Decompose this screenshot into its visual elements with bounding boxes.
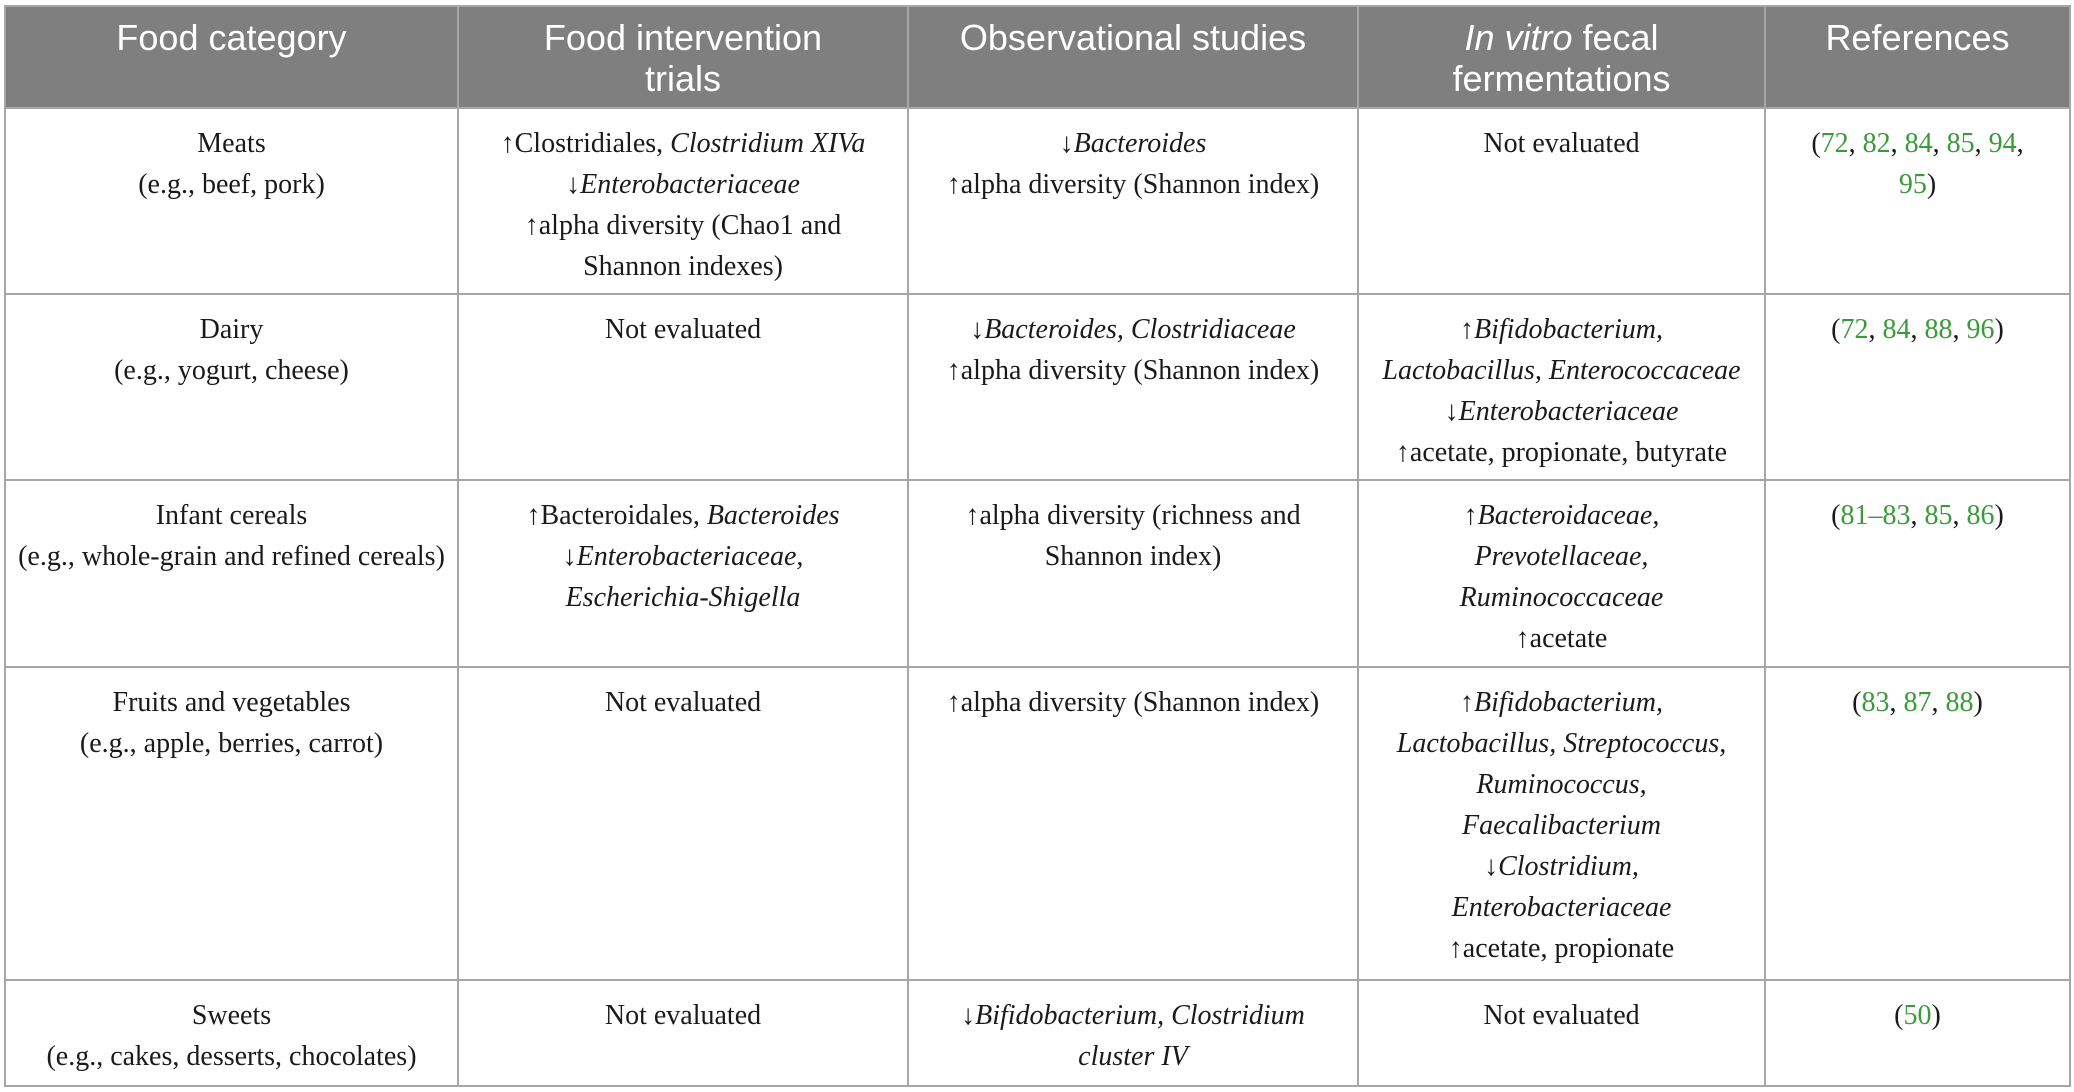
cell-text: , [1974, 128, 1989, 159]
taxon-name: cluster IV [1078, 1040, 1188, 1072]
observational-cell [908, 667, 1358, 980]
food-category-cell [5, 108, 458, 294]
references-cell [1765, 108, 2070, 294]
food-category-examples: (e.g., beef, pork) [138, 169, 325, 200]
food-category-name: Infant cereals [155, 500, 308, 532]
cell-text: ( [1852, 686, 1862, 718]
cell-text: ) [1931, 999, 1941, 1031]
cell-text: ( [1831, 314, 1841, 346]
food-category-examples: (e.g., apple, berries, carrot) [79, 727, 384, 759]
intervention-cell [458, 667, 908, 980]
reference-link[interactable]: 86 [1966, 500, 1995, 532]
reference-link[interactable]: 88 [1945, 686, 1974, 718]
references-cell [1765, 667, 2070, 980]
header-food-intervention: Food intervention trials [458, 6, 908, 108]
cell-text: ( [1894, 999, 1904, 1031]
reference-link[interactable]: 82 [1862, 128, 1891, 159]
header-references: References [1765, 6, 2070, 108]
taxon-name: Enterobacteriaceae [1458, 396, 1679, 428]
food-category-cell [5, 667, 458, 980]
cell-text: ↑acetate, propionate, butyrate [1395, 437, 1728, 469]
in-vitro-cell [1358, 108, 1765, 294]
observational-cell [908, 294, 1358, 480]
food-category-examples: (e.g., yogurt, cheese) [114, 355, 349, 387]
cell-text: ↓ [1484, 850, 1499, 882]
reference-link[interactable]: 83 [1861, 686, 1890, 718]
cell-text: Not evaluated [1483, 128, 1640, 159]
taxon-name: Escherichia-Shigella [565, 582, 801, 614]
reference-link[interactable]: 96 [1966, 314, 1995, 346]
cell-text: ) [1994, 314, 2004, 346]
in-vitro-cell [1358, 480, 1765, 666]
cell-text: ↑alpha diversity (Shannon index) [946, 169, 1320, 200]
taxon-name: Clostridium XIVa [670, 128, 866, 159]
observational-cell [908, 480, 1358, 666]
cell-text: , [1910, 500, 1925, 532]
cell-text: , [1952, 314, 1967, 346]
cell-text: ( [1831, 500, 1841, 532]
table-row [5, 294, 2070, 480]
reference-link[interactable]: 87 [1903, 686, 1932, 718]
food-category-name: Meats [197, 128, 266, 159]
cell-text: ↓ [1059, 128, 1074, 159]
references-cell [1765, 294, 2070, 480]
taxon-name: Bifidobacterium, [1474, 314, 1663, 346]
taxon-name: Ruminococcaceae [1459, 582, 1664, 614]
cell-text: ( [1811, 128, 1821, 159]
cell-text: Not evaluated [1483, 999, 1640, 1031]
header-observational: Observational studies [908, 6, 1358, 108]
food-category-cell [5, 980, 458, 1086]
observational-cell [908, 980, 1358, 1086]
cell-text: ↓ [566, 169, 581, 200]
cell-text: Not evaluated [604, 314, 762, 346]
food-category-examples: (e.g., cakes, desserts, chocolates) [46, 1040, 417, 1072]
reference-link[interactable]: 84 [1882, 314, 1911, 346]
in-vitro-cell [1358, 294, 1765, 480]
food-category-name: Sweets [191, 999, 272, 1031]
table-row [5, 108, 2070, 294]
table-row [5, 667, 2070, 980]
intervention-cell [458, 108, 908, 294]
reference-link[interactable]: 95 [1898, 169, 1927, 200]
reference-link[interactable]: 85 [1946, 128, 1975, 159]
reference-link[interactable]: 72 [1840, 314, 1869, 346]
cell-text: ↓ [562, 541, 577, 573]
header-row [5, 6, 2070, 108]
cell-text: ↑acetate [1515, 623, 1608, 655]
taxon-name: Bacteroides, Clostridiaceae [984, 314, 1296, 346]
reference-link[interactable]: 50 [1903, 999, 1932, 1031]
cell-text: ↑ [1463, 500, 1478, 532]
cell-text: , [1952, 500, 1967, 532]
intervention-cell [458, 480, 908, 666]
food-category-cell [5, 480, 458, 666]
food-category-cell [5, 294, 458, 480]
intervention-cell [458, 980, 908, 1086]
cell-text: Not evaluated [604, 686, 762, 718]
taxon-name: Clostridium, [1498, 850, 1639, 882]
taxon-name: Lactobacillus, Streptococcus, [1396, 727, 1727, 759]
food-category-name: Dairy [199, 314, 264, 346]
cell-text: ) [1926, 169, 1937, 200]
observational-cell [908, 108, 1358, 294]
cell-text: ↓ [961, 999, 976, 1031]
cell-text: ↑acetate, propionate [1448, 932, 1675, 964]
cell-text: , [1910, 314, 1925, 346]
cell-text: , [1932, 128, 1947, 159]
table-row [5, 980, 2070, 1086]
cell-text: Shannon indexes) [583, 251, 783, 282]
references-cell [1765, 980, 2070, 1086]
cell-text: ↑alpha diversity (Shannon index) [946, 686, 1320, 718]
taxon-name: Bifidobacterium, Clostridium [975, 999, 1305, 1031]
cell-text: ) [1973, 686, 1983, 718]
food-category-examples: (e.g., whole-grain and refined cereals) [18, 541, 445, 573]
cell-text: Shannon index) [1044, 541, 1222, 573]
taxon-name: Bacteroidaceae, [1477, 500, 1660, 532]
cell-text: ↑Bacteroidales, [526, 500, 707, 532]
taxon-name: Bacteroides [706, 500, 840, 532]
taxon-name: Bifidobacterium, [1474, 686, 1663, 718]
food-microbiota-table [4, 5, 2071, 1087]
intervention-cell [458, 294, 908, 480]
taxon-name: Faecalibacterium [1461, 809, 1662, 841]
cell-text: ↑alpha diversity (Chao1 and [524, 210, 842, 241]
reference-link[interactable]: 81–83 [1840, 500, 1911, 532]
cell-text: , [2016, 128, 2024, 159]
in-vitro-cell [1358, 667, 1765, 980]
cell-text: ↓ [1444, 396, 1459, 428]
taxon-name: Prevotellaceae, [1474, 541, 1649, 573]
cell-text: , [1931, 686, 1946, 718]
cell-text: , [1868, 314, 1883, 346]
in-vitro-cell [1358, 980, 1765, 1086]
reference-link[interactable]: 94 [1988, 128, 2017, 159]
taxon-name: Lactobacillus, Enterococcaceae [1382, 355, 1741, 387]
references-cell [1765, 480, 2070, 666]
cell-text: Not evaluated [604, 999, 762, 1031]
table-row [5, 480, 2070, 666]
reference-link[interactable]: 85 [1924, 500, 1953, 532]
cell-text: ↑ [1460, 314, 1474, 346]
taxon-name: Bacteroides [1073, 128, 1207, 159]
taxon-name: Enterobacteriaceae [580, 169, 800, 200]
taxon-name: Ruminococcus, [1476, 768, 1647, 800]
reference-link[interactable]: 72 [1820, 128, 1849, 159]
cell-text: ↑Clostridiales, [500, 128, 671, 159]
header-in-vitro: In vitro fecal fermentations [1358, 6, 1765, 108]
cell-text: ↓ [970, 314, 985, 346]
taxon-name: Enterobacteriaceae [1451, 891, 1672, 923]
cell-text: ↑alpha diversity (Shannon index) [946, 355, 1320, 387]
reference-link[interactable]: 84 [1904, 128, 1933, 159]
cell-text: , [1890, 128, 1905, 159]
food-category-name: Fruits and vegetables [112, 686, 351, 718]
cell-text: ) [1994, 500, 2004, 532]
cell-text: , [1889, 686, 1904, 718]
taxon-name: Enterobacteriaceae, [576, 541, 804, 573]
cell-text: ↑ [1460, 686, 1474, 718]
reference-link[interactable]: 88 [1924, 314, 1953, 346]
cell-text: , [1848, 128, 1863, 159]
header-food-category: Food category [5, 6, 458, 108]
cell-text: ↑alpha diversity (richness and [965, 500, 1301, 532]
